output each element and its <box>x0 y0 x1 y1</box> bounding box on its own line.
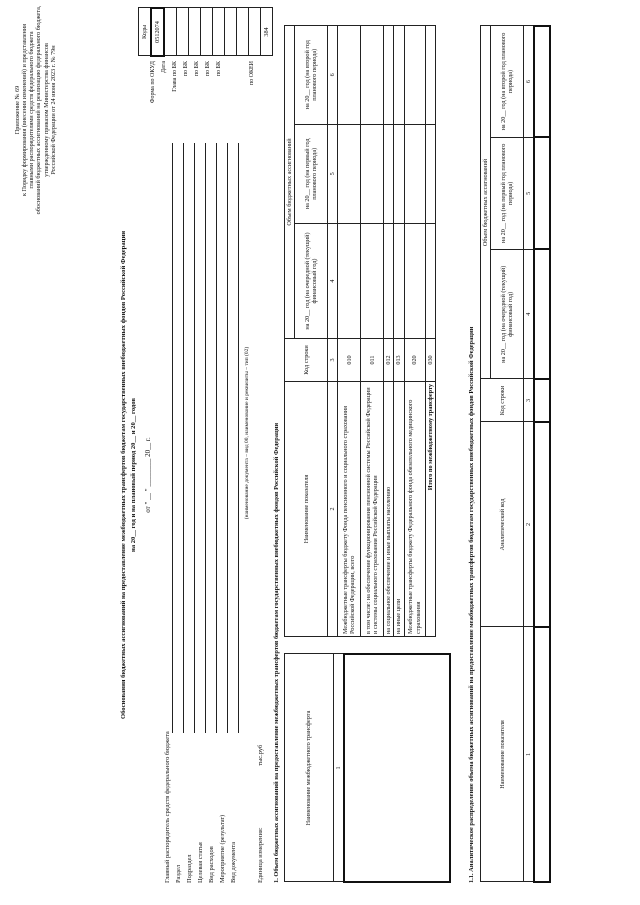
value-cell[interactable] <box>425 26 435 125</box>
value-cell[interactable] <box>534 26 550 137</box>
row-name: на иные цели <box>394 382 404 637</box>
field-row <box>197 143 208 883</box>
field-label: Главный распорядитель средств федерального бюджета <box>164 731 171 883</box>
left-header: Наименование межбюджетного трансферта <box>285 654 334 882</box>
table-row <box>338 26 361 637</box>
codes-labels <box>150 61 260 145</box>
section1-left-table <box>284 653 451 883</box>
code-okud: 0512074 <box>151 8 164 56</box>
field-label: Подраздел <box>186 854 193 883</box>
document-period: на 20__ год и на плановый период 20__ и 20__ годов <box>130 398 137 552</box>
document-date: от " __ " ________ 20__ г. <box>144 437 152 513</box>
code-okei: 384 <box>261 8 273 56</box>
col-analytic: Аналитический код <box>481 422 524 627</box>
row-code: 012 <box>384 339 394 382</box>
col-year3: на 20__ год (на второй год планового периода) <box>295 26 328 125</box>
value-cell[interactable] <box>534 627 550 882</box>
col-num: 4 <box>524 249 535 379</box>
appendix-note <box>14 5 57 215</box>
field-label: Вид документа <box>230 841 237 883</box>
value-cell[interactable] <box>394 224 404 339</box>
row-code: 010 <box>338 339 361 382</box>
col-volume: Объем бюджетных ассигнований <box>481 26 491 379</box>
appendix-line: обоснований бюджетных ассигнований на реализацию федерального бюджета, <box>35 5 43 215</box>
row-code: 011 <box>361 339 384 382</box>
field-label: Целевая статья <box>197 842 204 883</box>
code-label: по БК <box>194 61 200 77</box>
appendix-line: утвержденному приказом Министерства финансов <box>42 43 50 177</box>
col-num: 5 <box>328 124 338 224</box>
row-code: 020 <box>404 339 425 382</box>
value-cell[interactable] <box>394 124 404 224</box>
col-year1: на 20__ год (на очередной (текущий) финансовый год) <box>295 224 328 339</box>
units-row <box>257 143 268 883</box>
appendix-line: Российской Федерации от 24 июня 2023 г. № 79н <box>49 45 57 175</box>
field-row <box>175 143 186 883</box>
field-row <box>164 143 175 883</box>
appendix-line: Приложение № 69 <box>14 85 21 135</box>
code-empty-1 <box>237 8 249 56</box>
field-label: Мероприятие (результат) <box>219 814 226 883</box>
row-name: Межбюджетные трансферты бюджету Федерального фонда обязательного медицинского страхования <box>404 382 425 637</box>
col-year2: на 20__ год (на первый год планового периода) <box>295 124 328 224</box>
code-label: по БК <box>216 61 222 77</box>
value-cell[interactable] <box>361 124 384 224</box>
value-cell[interactable] <box>534 379 550 422</box>
code-label: Дата <box>161 61 167 73</box>
code-date <box>164 8 177 56</box>
section1-title: 1. Объем бюджетных ассигнований на предоставление межбюджетных трансфертов бюджетам государственных внебюджетных фондов Российской Федерации <box>273 422 280 883</box>
row-name: Межбюджетные трансферты бюджету Фонда пенсионного и социального страхования Российской Федерации, всего <box>338 382 361 637</box>
row-code: 013 <box>394 339 404 382</box>
col-num: 6 <box>524 26 535 137</box>
field-row <box>219 143 230 883</box>
table-row <box>404 26 425 637</box>
code-label: Форма по ОКУД <box>150 61 156 104</box>
field-label: Раздел <box>175 864 182 883</box>
value-cell[interactable] <box>534 422 550 627</box>
section11-title: 1.1. Аналитическое распределение объема бюджетных ассигнований на предоставление межбюджетных трансфертов бюджетам государственных внебюджетных фондов Российской Федерации <box>468 326 475 883</box>
doc-hint: (наименование документа – вид 00, наименование и реквизиты – тип (02) <box>244 346 250 520</box>
value-cell[interactable] <box>404 26 425 125</box>
code-bk-1 <box>189 8 201 56</box>
col-num: 6 <box>328 26 338 125</box>
code-label: по БК <box>205 61 211 77</box>
value-cell[interactable] <box>404 124 425 224</box>
value-cell[interactable] <box>534 249 550 379</box>
table-row <box>394 26 404 637</box>
col-code: Код строки <box>481 379 524 422</box>
row-name: Итого по межбюджетному трансферту <box>425 382 435 637</box>
value-cell[interactable] <box>404 224 425 339</box>
row-name: на социальное обеспечение и иные выплаты населению <box>384 382 394 637</box>
col-name: Наименование показателя <box>481 627 524 882</box>
value-cell[interactable] <box>384 124 394 224</box>
value-cell[interactable] <box>384 26 394 125</box>
table-row <box>384 26 394 637</box>
value-cell[interactable] <box>425 124 435 224</box>
col-year3: на 20__ год (на второй год планового периода) <box>491 26 524 137</box>
code-label: по ОКЕИ <box>249 61 255 86</box>
section11-table <box>480 25 551 883</box>
units-value: тыс.руб <box>257 744 264 766</box>
code-label: Глава по БК <box>172 61 178 92</box>
col-num: 3 <box>328 339 338 382</box>
code-label: по БК <box>183 61 189 77</box>
code-bk-4 <box>225 8 237 56</box>
value-cell[interactable] <box>338 124 361 224</box>
value-cell[interactable] <box>338 26 361 125</box>
col-num: 1 <box>524 627 535 882</box>
field-label: Вид расходов <box>208 846 215 883</box>
table-row-total <box>425 26 435 637</box>
codes-header: Коды <box>139 8 152 56</box>
code-empty-2 <box>249 8 261 56</box>
row-code: 030 <box>425 339 435 382</box>
field-row <box>230 143 241 883</box>
code-bk-2 <box>201 8 213 56</box>
appendix-line: к Порядку формирования (внесения изменений) и представления <box>21 23 29 197</box>
value-cell[interactable] <box>338 224 361 339</box>
col-year1: на 20__ год (на очередной (текущий) финансовый год) <box>491 249 524 379</box>
code-bk-3 <box>213 8 225 56</box>
codes-table <box>138 7 273 57</box>
col-volume: Объем бюджетных ассигнований <box>285 26 295 339</box>
col-num: 2 <box>328 382 338 637</box>
appendix-line: главными распорядителями средств федерального бюджета <box>28 31 36 189</box>
value-cell[interactable] <box>425 224 435 339</box>
col-num: 2 <box>524 422 535 627</box>
section1-table <box>284 25 436 637</box>
table-row <box>361 26 384 637</box>
col-num: 4 <box>328 224 338 339</box>
code-label <box>238 61 249 145</box>
left-col-num: 1 <box>334 654 345 882</box>
units-label: Единица измерения: <box>257 827 264 883</box>
code-label <box>227 61 238 145</box>
value-cell[interactable] <box>394 26 404 125</box>
header-fields <box>164 143 268 883</box>
row-name: в том числе: на обеспечение функционирования пенсионной системы Российской Федерации и системы социального страхования Российской Федерации <box>361 382 384 637</box>
col-code: Код строки <box>285 339 328 382</box>
value-cell[interactable] <box>534 137 550 249</box>
col-name: Наименование показателя <box>285 382 328 637</box>
code-glava <box>177 8 189 56</box>
col-year2: на 20__ год (на первый год планового периода) <box>491 137 524 249</box>
field-row <box>186 143 197 883</box>
field-row <box>208 143 219 883</box>
table-row <box>534 26 550 882</box>
col-num: 3 <box>524 379 535 422</box>
left-transfer-cell <box>344 654 450 882</box>
value-cell[interactable] <box>361 224 384 339</box>
col-num: 5 <box>524 137 535 249</box>
document-title: Обоснования бюджетных ассигнований на предоставление межбюджетных трансфертов бюджетам государственных внебюджетных фондов Российской Федерации <box>120 230 127 720</box>
value-cell[interactable] <box>384 224 394 339</box>
value-cell[interactable] <box>361 26 384 125</box>
